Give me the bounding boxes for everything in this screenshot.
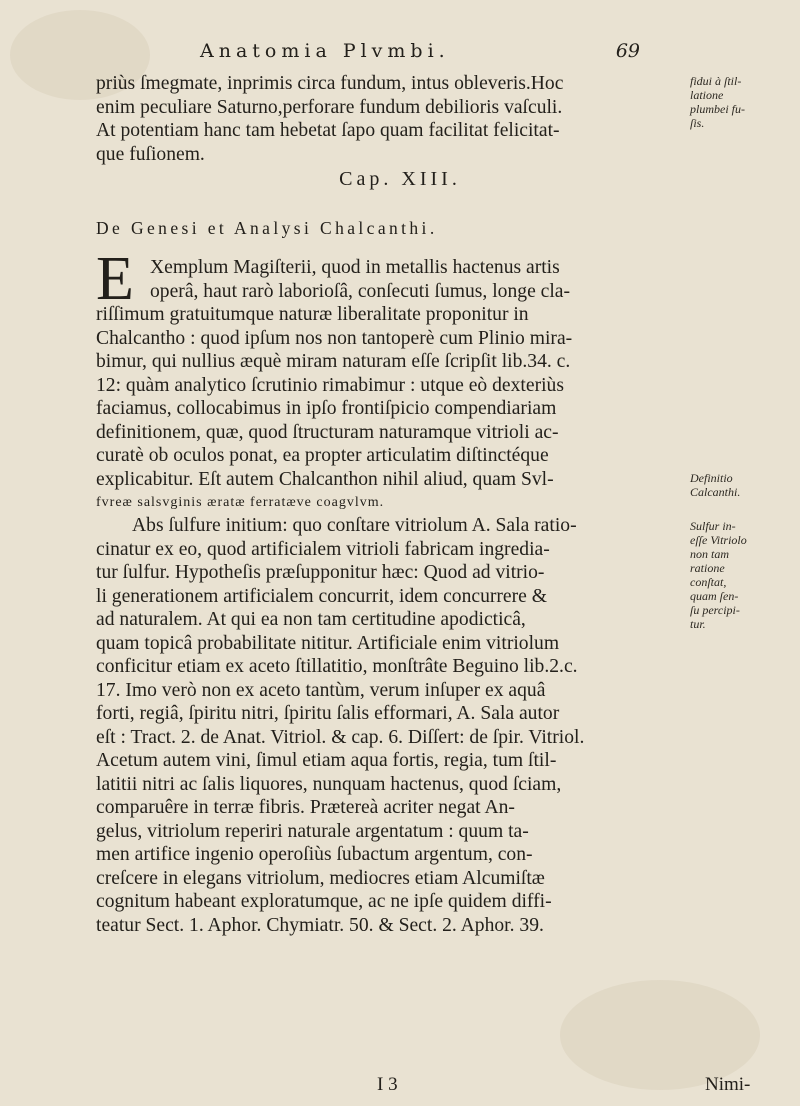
text-line: Abs ſulfure initium: quo conſtare vitriolum A. Sala ratio- xyxy=(132,515,577,536)
margin-note-fusion xyxy=(690,74,790,130)
text-line xyxy=(96,1008,674,1032)
margin-note-line: Definitio xyxy=(690,471,733,485)
text-line xyxy=(96,937,674,961)
text-line: que fuſionem. xyxy=(96,143,205,165)
text-line xyxy=(96,961,674,985)
margin-note-line: ratione xyxy=(690,561,725,575)
drop-cap: E xyxy=(96,245,134,313)
text-line: bimur, qui nullius æquè miram naturam eſſe ſcripſit lib.34. c. xyxy=(96,351,571,372)
text-line xyxy=(96,984,674,1008)
text-line: creſcere in elegans vitriolum, mediocres etiam Alcumiſtæ xyxy=(96,867,545,889)
text-line: riſſimum gratuitumque naturæ liberalitate proponitur in xyxy=(96,304,529,325)
text-line: operâ, haut rarò laborioſâ, conſecuti ſumus, longe cla- xyxy=(150,280,571,302)
text-line: forti, regiâ, ſpiritu nitri, ſpiritu ſalis efformari, A. Sala autor xyxy=(96,703,560,724)
margin-note-line: latione xyxy=(690,88,724,102)
text-line: teatur Sect. 1. Aphor. Chymiatr. 50. & Sect. 2. Aphor. 39. xyxy=(96,914,544,936)
margin-note-definition xyxy=(690,471,790,499)
text-line: eſt : Tract. 2. de Anat. Vitriol. & cap. 6. Diſſert: de ſpir. Vitriol. xyxy=(96,726,585,748)
continuation-text xyxy=(96,72,674,166)
text-line: Xemplum Magiſterii, quod in metallis hactenus artis xyxy=(150,257,560,278)
text-line: definitionem, quæ, quod ſtructuram naturamque vitrioli ac- xyxy=(96,421,559,443)
text-line: Chalcantho : quod ipſum nos non tantoperè cum Plinio mira- xyxy=(96,327,573,349)
paragraph-sulfur xyxy=(96,514,674,1031)
text-line: faciamus, collocabimus in ipſo frontiſpicio compendiariam xyxy=(96,398,557,419)
margin-note-line: quam ſen- xyxy=(690,589,739,603)
text-line: comparuêre in terræ fibris. Prætereà acriter negat An- xyxy=(96,797,515,818)
definition-smallcaps: fvreæ salsvginis æratæ ferratæve coagvlvm. xyxy=(96,495,385,510)
margin-note-line: non tam xyxy=(690,547,729,561)
margin-note-line: fidui à ſtil- xyxy=(690,74,742,88)
margin-note-sulfur xyxy=(690,519,790,631)
text-line: enim peculiare Saturno,perforare fundum debilioris vaſculi. xyxy=(96,96,563,118)
text-line: ad naturalem. At qui ea non tam certitudine apodicticâ, xyxy=(96,609,526,630)
text-line: tur ſulfur. Hypotheſis præſupponitur hæc: Quod ad vitrio- xyxy=(96,562,545,583)
chapter-heading: Cap. XIII. xyxy=(339,168,461,190)
text-line: Acetum autem vini, ſimul etiam aqua fortis, regia, tum ſtil- xyxy=(96,750,557,771)
margin-note-line: Sulfur in- xyxy=(690,519,736,533)
text-line: quam topicâ probabilitate nititur. Artificiale enim vitriolum xyxy=(96,632,560,654)
margin-note-line: ſu percipi- xyxy=(690,603,740,617)
text-line: 17. Imo verò non ex aceto tantùm, verum inſuper ex aquâ xyxy=(96,679,546,701)
text-line: conficitur etiam ex aceto ſtillatitio, monſtrâte Beguino lib.2.c. xyxy=(96,656,578,677)
paragraph-definition xyxy=(96,303,674,515)
signature-mark: I 3 xyxy=(377,1074,398,1095)
catchword: Nimi- xyxy=(705,1074,751,1095)
text-line: gelus, vitriolum reperiri naturale argentatum : quum ta- xyxy=(96,820,529,842)
page-number: 69 xyxy=(615,40,640,62)
header-title: Anatomia Plvmbi. xyxy=(200,40,450,62)
text-line: curatè ob oculos ponat, ea propter articulatim diſtinctéque xyxy=(96,445,549,466)
margin-note-line: plumbei fu- xyxy=(690,102,745,116)
text-line: latitii nitri ac ſalis liquores, nunquam hactenus, quod ſciam, xyxy=(96,773,562,795)
text-line: 12: quàm analytico ſcrutinio rimabimur : utque eò dexteriùs xyxy=(96,374,564,396)
text-line: explicabitur. Eſt autem Chalcanthon nihil aliud, quam Svl- xyxy=(96,468,554,490)
text-line: cognitum habeant exploratumque, ac ne ipſe quidem diffi- xyxy=(96,891,552,912)
margin-note-line: Calcanthi. xyxy=(690,485,741,499)
margin-note-line: ſis. xyxy=(690,116,705,130)
text-line: li generationem artificialem concurrit, idem concurrere & xyxy=(96,585,547,607)
section-title: De Genesi et Analysi Chalcanthi. xyxy=(96,218,438,238)
paragraph-opening xyxy=(150,256,674,303)
text-line: men artifice ingenio operoſiùs ſubactum argentum, con- xyxy=(96,844,533,865)
margin-note-line: conſtat, xyxy=(690,575,727,589)
running-header xyxy=(200,40,640,62)
text-line: At potentiam hanc tam hebetat ſapo quam facilitat felicitat- xyxy=(96,120,560,141)
margin-note-line: tur. xyxy=(690,617,706,631)
margin-note-line: eſſe Vitriolo xyxy=(690,533,747,547)
text-line: priùs ſmegmate, inprimis circa fundum, intus obleveris.Hoc xyxy=(96,73,564,94)
text-line: cinatur ex eo, quod artificialem vitrioli fabricam ingredia- xyxy=(96,538,550,560)
